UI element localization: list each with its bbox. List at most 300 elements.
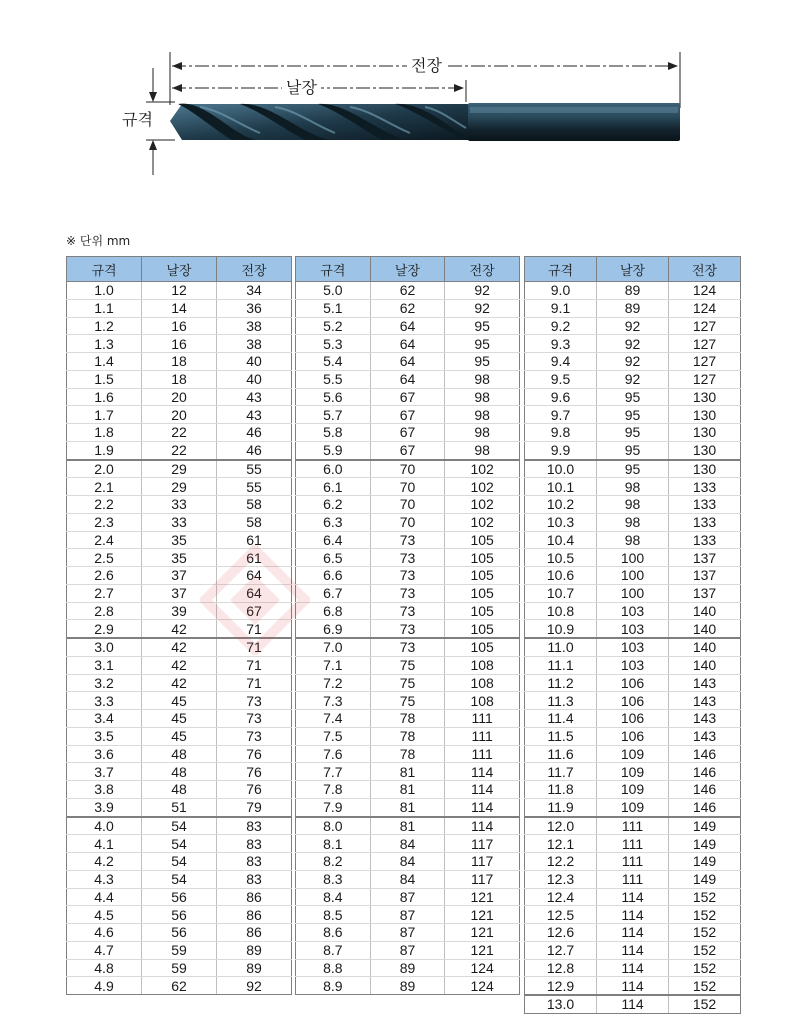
spec-total-length: 102 [445,478,520,496]
spec-total-length: 34 [217,282,292,300]
spec-flute-length: 73 [370,638,445,656]
spec-flute-length: 33 [142,496,217,514]
drill-bit-icon [170,103,680,141]
spec-flute-length: 45 [142,727,217,745]
table-row [67,478,292,496]
table-row [525,602,741,620]
spec-diameter: 9.2 [525,317,597,335]
spec-flute-length: 54 [142,870,217,888]
table-header-row [67,257,292,282]
spec-diameter: 12.7 [525,941,597,959]
spec-total-length: 105 [445,531,520,549]
spec-flute-length: 81 [370,763,445,781]
spec-flute-length: 109 [597,763,669,781]
spec-total-length: 40 [217,370,292,388]
table-row [67,727,292,745]
spec-diameter: 4.4 [67,888,142,906]
spec-diameter: 3.1 [67,656,142,674]
spec-diameter: 11.1 [525,656,597,674]
spec-diameter: 9.3 [525,335,597,353]
spec-diameter: 3.2 [67,674,142,692]
table-row [525,584,741,602]
spec-diameter: 10.8 [525,602,597,620]
spec-flute-length: 95 [597,424,669,442]
spec-total-length: 114 [445,781,520,799]
spec-total-length: 92 [445,282,520,300]
table-row [67,513,292,531]
column-header-diameter: 규격 [525,257,597,282]
table-row [525,424,741,442]
table-row [67,692,292,710]
table-row [525,941,741,959]
spec-diameter: 8.5 [296,906,371,924]
table-row [67,602,292,620]
spec-diameter: 2.2 [67,496,142,514]
table-row [296,727,520,745]
flute-length-label: 날장 [282,78,321,98]
table-row [296,602,520,620]
spec-total-length: 114 [445,798,520,816]
spec-total-length: 86 [217,924,292,942]
spec-flute-length: 62 [370,299,445,317]
spec-flute-length: 59 [142,941,217,959]
table-row [296,924,520,942]
table-row [296,835,520,853]
spec-flute-length: 42 [142,638,217,656]
spec-flute-length: 64 [370,370,445,388]
table-row [67,638,292,656]
spec-diameter: 3.5 [67,727,142,745]
spec-total-length: 86 [217,906,292,924]
spec-total-length: 64 [217,567,292,585]
spec-total-length: 73 [217,692,292,710]
spec-total-length: 149 [669,870,741,888]
table-row [67,924,292,942]
spec-total-length: 137 [669,549,741,567]
table-row [67,299,292,317]
spec-flute-length: 103 [597,602,669,620]
spec-diameter: 7.1 [296,656,371,674]
spec-diameter: 6.4 [296,531,371,549]
spec-diameter: 7.6 [296,745,371,763]
spec-flute-length: 22 [142,424,217,442]
table-row [525,888,741,906]
spec-flute-length: 45 [142,710,217,728]
spec-total-length: 83 [217,870,292,888]
spec-total-length: 133 [669,531,741,549]
spec-diameter: 4.0 [67,817,142,835]
spec-diameter: 5.6 [296,388,371,406]
spec-flute-length: 73 [370,567,445,585]
table-row [67,674,292,692]
spec-diameter: 6.3 [296,513,371,531]
spec-total-length: 121 [445,924,520,942]
table-row [296,335,520,353]
table-row [525,549,741,567]
spec-total-length: 143 [669,692,741,710]
spec-total-length: 117 [445,853,520,871]
table-row [525,710,741,728]
spec-flute-length: 56 [142,906,217,924]
spec-total-length: 152 [669,941,741,959]
spec-total-length: 137 [669,584,741,602]
spec-flute-length: 37 [142,567,217,585]
spec-diameter: 3.0 [67,638,142,656]
spec-total-length: 130 [669,424,741,442]
spec-total-length: 149 [669,835,741,853]
spec-flute-length: 22 [142,441,217,459]
spec-flute-length: 78 [370,727,445,745]
table-row [296,441,520,459]
spec-diameter: 9.5 [525,370,597,388]
table-row [296,460,520,478]
spec-diameter: 5.4 [296,353,371,371]
table-row [296,781,520,799]
spec-total-length: 140 [669,656,741,674]
spec-total-length: 61 [217,549,292,567]
table-row [67,656,292,674]
spec-diameter: 3.9 [67,798,142,816]
spec-diameter: 7.4 [296,710,371,728]
table-row [525,620,741,638]
diameter-label: 규격 [118,110,157,130]
column-header-diameter: 규격 [296,257,371,282]
table-row [296,496,520,514]
table-row [67,817,292,835]
spec-flute-length: 106 [597,692,669,710]
spec-flute-length: 92 [597,370,669,388]
spec-diameter: 8.7 [296,941,371,959]
table-row [296,549,520,567]
spec-flute-length: 16 [142,317,217,335]
spec-diameter: 10.6 [525,567,597,585]
spec-total-length: 140 [669,620,741,638]
spec-total-length: 133 [669,478,741,496]
spec-flute-length: 75 [370,656,445,674]
total-length-label: 전장 [407,56,446,76]
spec-diameter: 4.8 [67,959,142,977]
spec-total-length: 55 [217,478,292,496]
spec-flute-length: 89 [597,282,669,300]
table-row [525,798,741,816]
spec-total-length: 102 [445,496,520,514]
spec-total-length: 92 [445,299,520,317]
table-row [67,567,292,585]
spec-flute-length: 109 [597,798,669,816]
spec-total-length: 124 [445,959,520,977]
spec-flute-length: 14 [142,299,217,317]
spec-table-2 [295,256,520,995]
spec-flute-length: 48 [142,745,217,763]
spec-flute-length: 70 [370,496,445,514]
table-row [67,406,292,424]
spec-flute-length: 42 [142,674,217,692]
spec-diameter: 10.3 [525,513,597,531]
table-row [296,638,520,656]
spec-diameter: 2.1 [67,478,142,496]
spec-flute-length: 100 [597,584,669,602]
spec-diameter: 6.9 [296,620,371,638]
spec-flute-length: 20 [142,406,217,424]
spec-total-length: 83 [217,835,292,853]
table-row [67,388,292,406]
table-row [296,424,520,442]
table-row [67,710,292,728]
table-row [296,370,520,388]
column-header-flute-length: 날장 [597,257,669,282]
table-row [525,781,741,799]
spec-flute-length: 114 [597,977,669,995]
spec-diameter: 11.8 [525,781,597,799]
column-header-flute-length: 날장 [142,257,217,282]
spec-flute-length: 103 [597,656,669,674]
table-row [525,745,741,763]
spec-diameter: 8.3 [296,870,371,888]
spec-diameter: 11.2 [525,674,597,692]
spec-flute-length: 64 [370,335,445,353]
spec-flute-length: 51 [142,798,217,816]
table-row [296,567,520,585]
spec-total-length: 127 [669,353,741,371]
spec-total-length: 105 [445,584,520,602]
table-row [67,531,292,549]
spec-total-length: 152 [669,924,741,942]
table-header-row [296,257,520,282]
spec-diameter: 7.7 [296,763,371,781]
spec-total-length: 55 [217,460,292,478]
spec-flute-length: 98 [597,513,669,531]
spec-diameter: 12.9 [525,977,597,995]
spec-total-length: 98 [445,388,520,406]
spec-diameter: 1.7 [67,406,142,424]
table-row [296,388,520,406]
table-row [525,478,741,496]
spec-flute-length: 114 [597,906,669,924]
spec-total-length: 38 [217,335,292,353]
spec-diameter: 6.7 [296,584,371,602]
table-row [525,282,741,300]
spec-flute-length: 95 [597,406,669,424]
spec-flute-length: 75 [370,692,445,710]
spec-total-length: 149 [669,817,741,835]
table-row [525,638,741,656]
spec-flute-length: 42 [142,656,217,674]
spec-diameter: 1.2 [67,317,142,335]
unit-note: ※ 단위 mm [66,234,131,248]
spec-total-length: 79 [217,798,292,816]
table-row [525,835,741,853]
spec-diameter: 7.9 [296,798,371,816]
spec-flute-length: 29 [142,478,217,496]
spec-diameter: 10.2 [525,496,597,514]
spec-total-length: 127 [669,317,741,335]
spec-total-length: 111 [445,745,520,763]
spec-total-length: 43 [217,406,292,424]
spec-diameter: 4.6 [67,924,142,942]
spec-flute-length: 109 [597,781,669,799]
spec-diameter: 10.4 [525,531,597,549]
table-row [525,906,741,924]
spec-diameter: 4.9 [67,977,142,995]
table-row [67,496,292,514]
spec-total-length: 98 [445,370,520,388]
table-row [67,835,292,853]
spec-flute-length: 98 [597,478,669,496]
spec-total-length: 137 [669,567,741,585]
table-row [296,977,520,995]
spec-flute-length: 100 [597,549,669,567]
spec-flute-length: 29 [142,460,217,478]
table-row [525,406,741,424]
spec-total-length: 46 [217,441,292,459]
table-row [67,870,292,888]
spec-diameter: 8.0 [296,817,371,835]
spec-flute-length: 67 [370,388,445,406]
spec-flute-length: 70 [370,478,445,496]
spec-flute-length: 73 [370,602,445,620]
table-row [296,584,520,602]
spec-diameter: 10.9 [525,620,597,638]
table-row [67,620,292,638]
spec-flute-length: 48 [142,781,217,799]
spec-flute-length: 67 [370,424,445,442]
spec-diameter: 1.6 [67,388,142,406]
spec-total-length: 114 [445,817,520,835]
spec-flute-length: 64 [370,317,445,335]
table-row [525,531,741,549]
table-row [67,460,292,478]
spec-diameter: 2.4 [67,531,142,549]
spec-total-length: 83 [217,817,292,835]
spec-diameter: 5.2 [296,317,371,335]
table-row [525,513,741,531]
spec-total-length: 58 [217,513,292,531]
spec-total-length: 71 [217,620,292,638]
spec-diameter: 5.5 [296,370,371,388]
spec-diameter: 12.5 [525,906,597,924]
spec-total-length: 86 [217,888,292,906]
table-row [296,620,520,638]
table-row [296,353,520,371]
table-row [67,317,292,335]
spec-diameter: 7.0 [296,638,371,656]
spec-total-length: 111 [445,710,520,728]
table-row [296,406,520,424]
spec-flute-length: 106 [597,674,669,692]
spec-total-length: 127 [669,370,741,388]
table-row [525,656,741,674]
spec-flute-length: 89 [370,977,445,995]
spec-diameter: 5.7 [296,406,371,424]
table-row [296,317,520,335]
column-header-total-length: 전장 [217,257,292,282]
spec-flute-length: 73 [370,620,445,638]
spec-flute-length: 92 [597,317,669,335]
table-row [296,817,520,835]
table-row [296,763,520,781]
table-row [296,282,520,300]
spec-total-length: 95 [445,317,520,335]
table-row [296,674,520,692]
spec-flute-length: 35 [142,549,217,567]
spec-flute-length: 75 [370,674,445,692]
spec-total-length: 143 [669,727,741,745]
table-row [296,941,520,959]
spec-diameter: 4.7 [67,941,142,959]
spec-diameter: 9.8 [525,424,597,442]
spec-flute-length: 12 [142,282,217,300]
spec-diameter: 2.8 [67,602,142,620]
spec-diameter: 2.6 [67,567,142,585]
spec-diameter: 2.7 [67,584,142,602]
spec-flute-length: 81 [370,781,445,799]
spec-diameter: 5.0 [296,282,371,300]
table-row [296,692,520,710]
spec-flute-length: 62 [142,977,217,995]
table-row [296,959,520,977]
table-row [296,513,520,531]
table-row [525,353,741,371]
spec-diameter: 9.4 [525,353,597,371]
spec-diameter: 6.0 [296,460,371,478]
table-row [525,995,741,1013]
spec-diameter: 1.1 [67,299,142,317]
table-row [525,496,741,514]
spec-diameter: 12.2 [525,853,597,871]
table-row [296,870,520,888]
table-row [525,924,741,942]
table-row [296,531,520,549]
table-row [525,674,741,692]
spec-total-length: 140 [669,638,741,656]
spec-total-length: 95 [445,353,520,371]
spec-diameter: 2.9 [67,620,142,638]
spec-diameter: 4.1 [67,835,142,853]
spec-flute-length: 87 [370,941,445,959]
spec-flute-length: 111 [597,853,669,871]
spec-total-length: 152 [669,906,741,924]
spec-diameter: 10.7 [525,584,597,602]
spec-total-length: 40 [217,353,292,371]
spec-flute-length: 39 [142,602,217,620]
table-row [67,745,292,763]
spec-flute-length: 54 [142,835,217,853]
table-row [525,692,741,710]
spec-diameter: 5.3 [296,335,371,353]
spec-total-length: 73 [217,727,292,745]
spec-diameter: 9.9 [525,441,597,459]
table-row [67,781,292,799]
spec-flute-length: 87 [370,906,445,924]
spec-flute-length: 103 [597,620,669,638]
spec-diameter: 1.5 [67,370,142,388]
table-row [525,853,741,871]
spec-flute-length: 48 [142,763,217,781]
spec-total-length: 121 [445,941,520,959]
column-header-diameter: 규격 [67,257,142,282]
spec-flute-length: 114 [597,995,669,1013]
table-row [67,888,292,906]
spec-diameter: 12.3 [525,870,597,888]
drill-bit-diagram [0,0,800,200]
table-row [296,853,520,871]
spec-flute-length: 67 [370,441,445,459]
table-row [525,727,741,745]
spec-flute-length: 16 [142,335,217,353]
spec-diameter: 9.1 [525,299,597,317]
spec-total-length: 143 [669,674,741,692]
spec-diameter: 3.6 [67,745,142,763]
